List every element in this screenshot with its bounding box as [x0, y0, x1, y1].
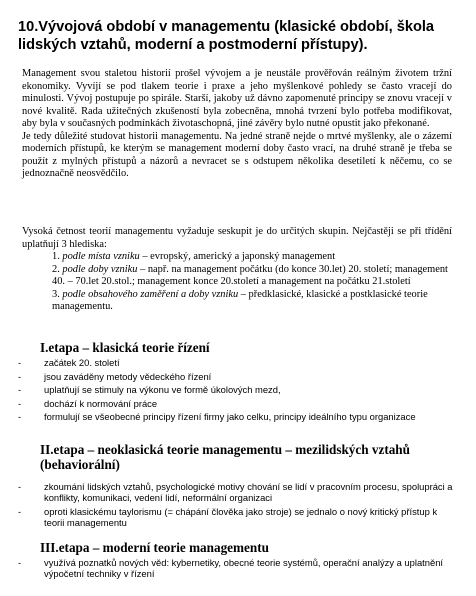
page-title: 10.Vývojová období v managementu (klasické období, škola lidských vztahů, moderní a postmoderní přístupy). — [18, 19, 435, 53]
intro-paragraph — [22, 68, 452, 181]
bullet-marker: - — [18, 370, 22, 382]
stage-3-list — [18, 557, 458, 582]
list-item-text: začátek 20. století — [44, 357, 120, 368]
criteria-heading: podle obsahového zaměření a doby vzniku — [62, 288, 239, 300]
criteria-text: – předklasické, klasické a postklasické teorie managementu. — [52, 288, 428, 312]
bullet-marker: - — [18, 557, 22, 568]
intro-text-1: Management svou staletou historií prošel vývojem a je neustále prověřován reálným životem tržní ekonomiky. Vyvíjí se pod tlakem teorie i praxe a jeho myšlenkové pohledy se často vracejí do minulosti. Vývoj postupuje po spirále. Starší, jakoby už dávno zapomenuté principy se znovu vracejí v nové kvalitě. Rada užitečných zkušeností byla zobecněna, mnohá tvrzení bylo potřeba modifikovat, aby byla v současných podmínkách životaschopná, jiné závěry bylo nutné opustit jako překonané. — [22, 68, 452, 129]
stage-1-list — [18, 357, 458, 425]
bullet-marker: - — [18, 357, 22, 368]
list-item-text: uplatňují se stimuly na výkonu ve formě úkolových mezd, — [44, 384, 281, 396]
list-item — [18, 371, 458, 382]
list-item — [18, 357, 458, 368]
criteria-number: 2. — [52, 263, 60, 275]
criteria-list — [52, 251, 448, 314]
list-item-text: formulují se všeobecné principy řízení firmy jako celku, principy ideálního typu organizace — [44, 411, 416, 423]
criteria-heading: podle místa vzniku — [62, 251, 140, 262]
stage-2-list — [18, 481, 458, 531]
list-item — [18, 384, 458, 395]
list-item — [18, 557, 458, 580]
grouping-paragraph: Vysoká četnost teorií managementu vyžaduje seskupit je do určitých skupin. Nejčastěji se při třídění uplatňují 3 hlediska: — [22, 226, 452, 250]
criteria-number: 3. — [52, 288, 60, 300]
intro-text-2: Je tedy důležité studovat historii managementu. Na jedné straně nejde o mrtvé myšlenky, ale o zázemí moderních přístupů, ke kterým se management moderní doby často vrací, na druhé straně je třeba se použít z mylných přístupů a názorů a nevracet se s odstupem několika desetiletí k něčemu, co se jednoznačně neosvědčilo. — [22, 130, 452, 179]
stage-1-heading: I.etapa – klasická teorie řízení — [40, 340, 210, 355]
list-item-text: zkoumání lidských vztahů, psychologické motivy chování se lidí v pracovním procesu, spolupráci a konflikty, komunikaci, vedení lidí, neformální organizaci — [44, 481, 453, 504]
criteria-heading: podle doby vzniku — [62, 263, 138, 275]
bullet-marker: - — [18, 481, 22, 492]
stage-2-heading: II.etapa – neoklasická teorie managementu – mezilidských vztahů (behaviorální) — [40, 442, 410, 472]
criteria-item — [52, 289, 448, 314]
list-item — [18, 398, 458, 409]
criteria-text: – evropský, americký a japonský management — [139, 251, 336, 262]
list-item-text: jsou zaváděny metody vědeckého řízení — [44, 370, 212, 382]
bullet-marker: - — [18, 384, 22, 396]
bullet-marker: - — [18, 397, 22, 409]
criteria-text: – např. na management počátku (do konce 30.let) 20. století; management 40. – 70.let 20.stol.; management konce 20.století a management na počátku 21.století — [52, 263, 448, 287]
bullet-marker: - — [18, 506, 22, 517]
criteria-item — [52, 251, 448, 264]
list-item-text: využívá poznatků nových věd: kybernetiky, obecné teorie systémů, operační analýzy a uplatnění výpočetní techniky v řízení — [44, 557, 444, 580]
bullet-marker: - — [18, 411, 22, 423]
list-item-text: dochází k normování práce — [44, 397, 158, 409]
list-item-text: oproti klasickému taylorismu (= chápání člověka jako stroje) se jednalo o nový kritický přístup k teorii managementu — [44, 506, 438, 529]
criteria-number: 1. — [52, 251, 60, 262]
list-item — [18, 411, 458, 422]
list-item — [18, 481, 458, 504]
list-item — [18, 506, 458, 529]
criteria-item — [52, 264, 448, 289]
stage-3-heading: III.etapa – moderní teorie managementu — [40, 540, 269, 555]
